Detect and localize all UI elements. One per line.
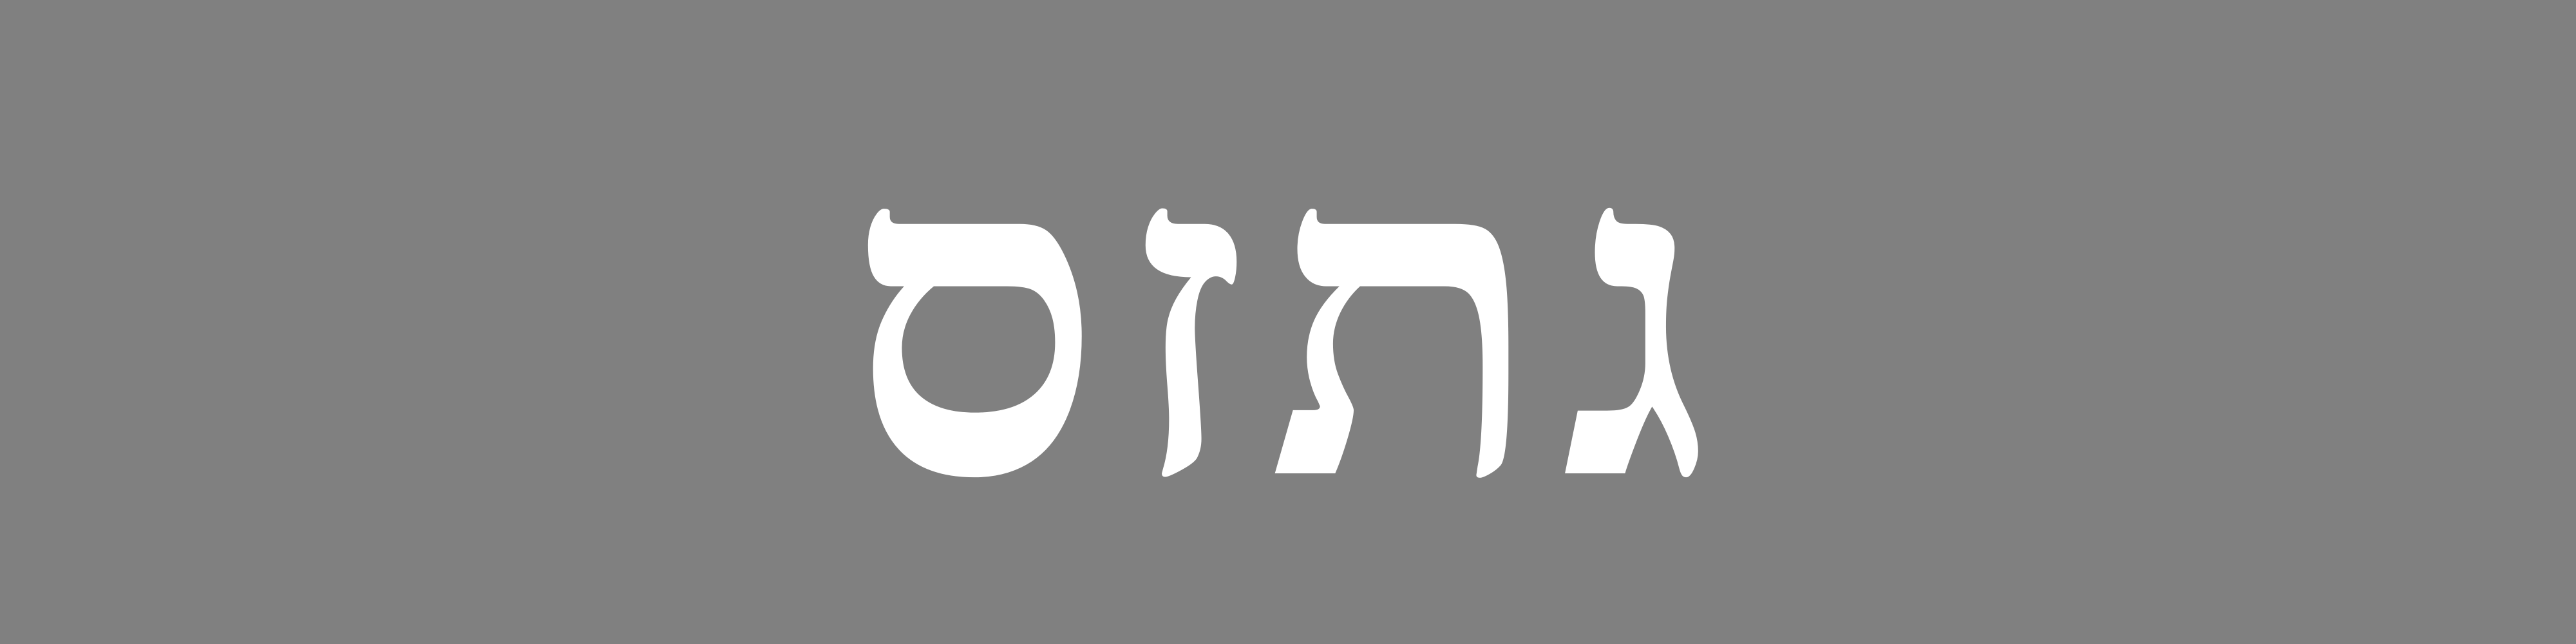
hebrew-word: גתזס [846, 51, 1730, 580]
